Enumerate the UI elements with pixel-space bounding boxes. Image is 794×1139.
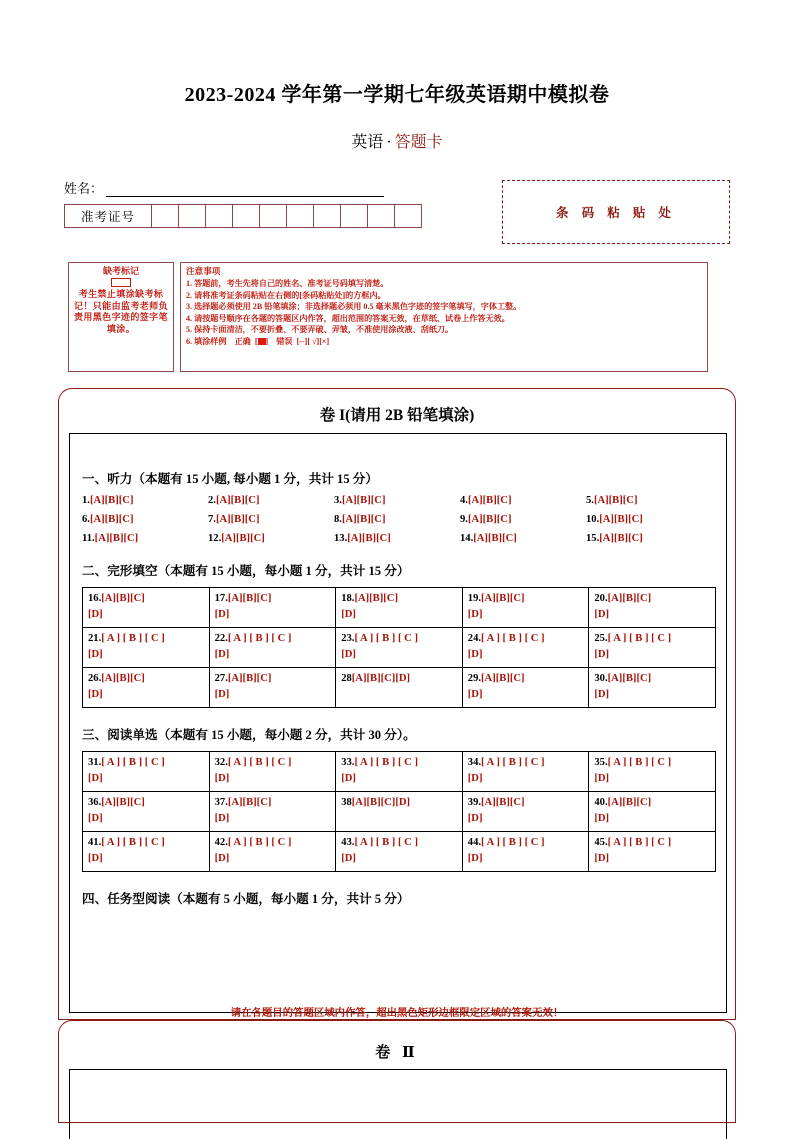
table-row — [83, 752, 716, 792]
answer-options-wrap[interactable]: [D] — [594, 689, 610, 700]
answer-cell[interactable] — [462, 832, 589, 872]
answer-item[interactable] — [334, 495, 460, 506]
answer-options-wrap[interactable]: [D] — [594, 649, 610, 660]
answer-options[interactable]: [ A ] [ B ] [ C ] — [481, 757, 545, 768]
answer-number: 8. — [334, 514, 342, 525]
barcode-paste-area — [502, 180, 730, 244]
answer-cell[interactable] — [209, 792, 336, 832]
answer-options[interactable]: [ A ] [ B ] [ C ] — [227, 633, 292, 644]
filled-bubble-icon — [258, 338, 266, 345]
answer-number: 26. — [88, 673, 102, 684]
answer-options[interactable]: [ A ] [ B ] [ C ] — [481, 837, 545, 848]
answer-options[interactable]: [A][B][C] — [227, 593, 272, 604]
answer-number: 2. — [208, 495, 216, 506]
answer-item[interactable] — [460, 514, 586, 525]
subject-name: 英语 — [351, 134, 384, 151]
answer-cell[interactable] — [83, 752, 210, 792]
absent-mark-box — [68, 262, 174, 372]
answer-options-wrap[interactable]: [D] — [467, 853, 483, 864]
answer-item[interactable] — [82, 533, 208, 544]
table-row — [83, 832, 716, 872]
answer-options-wrap[interactable]: [D] — [214, 689, 230, 700]
answer-options-wrap[interactable]: [D] — [341, 609, 356, 620]
answer-options-wrap[interactable]: [D] — [214, 609, 230, 620]
name-label: 姓名： — [64, 181, 104, 196]
reading-answer-table — [82, 751, 716, 872]
answer-item[interactable] — [208, 495, 334, 506]
title-separator-dot: · — [386, 134, 392, 151]
answer-cell[interactable] — [83, 792, 210, 832]
answer-cell[interactable] — [589, 668, 716, 708]
answer-options[interactable]: [A][B][C] — [354, 593, 398, 604]
answer-item[interactable] — [460, 495, 586, 506]
answer-options-wrap[interactable]: [D] — [88, 609, 103, 620]
answer-cell[interactable] — [209, 628, 336, 668]
table-row — [83, 668, 716, 708]
juan-2-answer-area — [69, 1069, 727, 1139]
answer-options[interactable]: [A][B][C] — [94, 533, 139, 544]
section-title-task-reading: 四、任务型阅读（本题有 5 小题，每小题 1 分，共计 5 分） — [82, 892, 410, 906]
answer-item[interactable] — [82, 514, 208, 525]
exam-number-table — [64, 204, 422, 228]
answer-options-wrap[interactable]: [D] — [341, 773, 356, 784]
answer-number: 4. — [460, 495, 468, 506]
answer-cell[interactable] — [336, 792, 463, 832]
answer-number: 19. — [467, 593, 482, 604]
identity-row — [64, 178, 730, 250]
answer-options[interactable]: [ A ] [ B ] [ C ] — [607, 837, 672, 848]
section-title-cloze: 二、完形填空（本题有 15 小题，每小题 1 分，共计 15 分） — [82, 564, 410, 578]
answer-options[interactable]: [A][B][C] — [227, 673, 272, 684]
juan-1-answer-area — [69, 433, 727, 1013]
answer-number: 11. — [82, 533, 95, 544]
answer-options[interactable]: [A][B][C] — [341, 514, 386, 525]
exam-number-cell[interactable] — [314, 205, 341, 228]
name-field[interactable] — [64, 178, 384, 197]
answer-number: 27. — [214, 673, 228, 684]
answer-number: 14. — [460, 533, 474, 544]
answer-options[interactable]: [A][B][C] — [607, 673, 652, 684]
exam-number-cell[interactable] — [206, 205, 233, 228]
juan-2-heading: 卷 Ⅱ — [375, 1045, 419, 1061]
answer-area-warning: 请在各题目的答题区域内作答，超出黑色矩形边框限定区域的答案无效！ — [230, 1008, 564, 1019]
answer-number: 40. — [594, 797, 608, 808]
answer-number: 9. — [460, 514, 468, 525]
answer-cell[interactable] — [589, 832, 716, 872]
exam-number-label: 准考证号 — [65, 205, 152, 228]
notice-item: 3. 选择题必须使用 2B 铅笔填涂；非选择题必须用 0.5 毫米黑色字迹的签字笔填写，字体工整。 — [186, 302, 522, 312]
notice-sample-line — [186, 336, 703, 348]
answer-cell[interactable] — [83, 668, 210, 708]
answer-options[interactable]: [A][B][C] — [101, 797, 145, 808]
answer-options[interactable]: [ A ] [ B ] [ C ] — [101, 757, 165, 768]
cloze-answer-table — [82, 587, 716, 708]
answer-options-wrap[interactable]: [D] — [88, 689, 103, 700]
answer-options[interactable]: [ A ] [ B ] [ C ] — [101, 633, 165, 644]
answer-options[interactable]: [A][B][C] — [607, 593, 652, 604]
answer-options[interactable]: [ A ] [ B ] [ C ] — [354, 757, 418, 768]
answer-item[interactable] — [586, 533, 712, 544]
answer-cell[interactable] — [462, 588, 589, 628]
answer-cell[interactable] — [209, 588, 336, 628]
answer-options-wrap[interactable]: [D] — [214, 649, 230, 660]
answer-options-wrap[interactable]: [D] — [341, 853, 356, 864]
section-title-reading: 三、阅读单选（本题有 15 小题，每小题 2 分，共计 30 分）。 — [82, 728, 416, 742]
answer-item[interactable] — [586, 495, 712, 506]
answer-number: 1. — [82, 495, 90, 506]
answer-sheet-label: 答题卡 — [394, 134, 443, 151]
answer-options-wrap[interactable]: [D] — [467, 773, 483, 784]
answer-item[interactable] — [82, 495, 208, 506]
answer-number: 22. — [214, 633, 228, 644]
answer-options[interactable]: [A][B][C] — [473, 533, 517, 544]
answer-cell[interactable] — [336, 832, 463, 872]
answer-options[interactable]: [ A ] [ B ] [ C ] — [227, 757, 292, 768]
answer-options[interactable]: [A][B][C][D] — [351, 797, 411, 808]
listening-answer-grid — [82, 495, 718, 544]
absent-mark-title: 缺考标记 — [102, 266, 139, 276]
answer-options[interactable]: [A][B][C] — [607, 797, 652, 808]
table-row — [83, 792, 716, 832]
answer-number: 42. — [214, 837, 228, 848]
answer-options-wrap[interactable]: [D] — [88, 773, 103, 784]
answer-number: 23. — [341, 633, 355, 644]
answer-cell[interactable] — [462, 668, 589, 708]
answer-options[interactable]: [A][B][C] — [467, 495, 512, 506]
sample-wrong-marks: [--][ √][×] — [296, 337, 330, 347]
answer-options-wrap[interactable]: [D] — [214, 773, 230, 784]
juan-1-container — [58, 388, 736, 1020]
answer-cell[interactable] — [589, 628, 716, 668]
answer-item[interactable] — [208, 533, 334, 544]
answer-number: 41. — [88, 837, 102, 848]
answer-cell[interactable] — [336, 752, 463, 792]
sample-wrong-label: 错误 — [276, 337, 293, 347]
answer-cell[interactable] — [589, 588, 716, 628]
answer-number: 31. — [88, 757, 102, 768]
notice-item: 2. 请将准考证条码粘贴在右侧的[条码粘贴处]的方框内。 — [186, 290, 386, 300]
answer-item[interactable] — [460, 533, 586, 544]
answer-number: 21. — [88, 633, 102, 644]
answer-options[interactable]: [A][B][C] — [467, 514, 512, 525]
page-title: 2023-2024 学年第一学期七年级英语期中模拟卷 — [184, 84, 610, 106]
answer-options[interactable]: [A][B][C][D] — [351, 673, 411, 684]
answer-number: 45. — [594, 837, 608, 848]
answer-options-wrap[interactable]: [D] — [88, 853, 103, 864]
answer-number: 17. — [214, 593, 228, 604]
answer-number: 16. — [88, 593, 102, 604]
notice-box — [180, 262, 708, 372]
name-input-rule[interactable] — [106, 183, 384, 197]
answer-options[interactable]: [A][B][C] — [341, 495, 386, 506]
answer-cell[interactable] — [336, 588, 463, 628]
answer-number: 32. — [214, 757, 228, 768]
notice-item: 5. 保持卡面清洁，不要折叠、不要弄破、弄皱，不准使用涂改液、刮纸刀。 — [186, 325, 454, 335]
answer-options-wrap[interactable]: [D] — [594, 813, 610, 824]
exam-number-cell[interactable] — [287, 205, 314, 228]
juan-2-container — [58, 1020, 736, 1123]
answer-options[interactable]: [A][B][C] — [89, 514, 134, 525]
answer-options-wrap[interactable]: [D] — [341, 649, 356, 660]
notice-item: 4. 请按题号顺序在各题的答题区内作答，超出范围的答案无效，在草纸、试卷上作答无效。 — [186, 313, 510, 323]
subject-subtitle — [0, 129, 794, 152]
answer-options[interactable]: [A][B][C] — [481, 797, 525, 808]
answer-cell[interactable] — [209, 668, 336, 708]
answer-cell[interactable] — [462, 628, 589, 668]
answer-options[interactable]: [A][B][C] — [215, 514, 260, 525]
answer-options[interactable]: [A][B][C] — [227, 797, 272, 808]
table-row — [83, 588, 716, 628]
answer-options[interactable]: [ A ] [ B ] [ C ] — [354, 837, 418, 848]
answer-number: 43. — [341, 837, 355, 848]
answer-options[interactable]: [A][B][C] — [347, 533, 391, 544]
exam-number-cell[interactable] — [179, 205, 206, 228]
absent-mark-note: 考生禁止填涂缺考标记！只能由监考老师负责用黑色字迹的签字笔填涂。 — [73, 289, 168, 334]
answer-options[interactable]: [A][B][C] — [221, 533, 265, 544]
notice-item: 1. 答题前，考生先将自己的姓名、准考证号码填写清楚。 — [186, 279, 389, 289]
answer-item[interactable] — [334, 514, 460, 525]
answer-number: 24. — [467, 633, 482, 644]
answer-options-wrap[interactable]: [D] — [467, 609, 483, 620]
answer-options-wrap[interactable]: [D] — [88, 813, 103, 824]
answer-options[interactable]: [A][B][C] — [599, 514, 643, 525]
answer-options[interactable]: [A][B][C] — [481, 593, 525, 604]
answer-options[interactable]: [A][B][C] — [481, 673, 525, 684]
notes-row — [68, 262, 708, 374]
answer-item[interactable] — [334, 533, 460, 544]
answer-options[interactable]: [ A ] [ B ] [ C ] — [101, 837, 165, 848]
answer-options[interactable]: [A][B][C] — [89, 495, 134, 506]
answer-options[interactable]: [ A ] [ B ] [ C ] — [227, 837, 292, 848]
bracket-close: ] — [265, 337, 269, 347]
bracket-open: [ — [254, 337, 258, 347]
answer-number: 10. — [586, 514, 600, 525]
answer-number: 6. — [82, 514, 90, 525]
exam-number-cell[interactable] — [368, 205, 395, 228]
answer-options-wrap[interactable]: [D] — [467, 689, 483, 700]
answer-number: 28 — [341, 673, 352, 684]
answer-number: 44. — [467, 837, 482, 848]
answer-cell[interactable] — [462, 792, 589, 832]
answer-number: 34. — [467, 757, 482, 768]
exam-number-cell[interactable] — [233, 205, 260, 228]
answer-cell[interactable] — [462, 752, 589, 792]
exam-number-cell[interactable] — [260, 205, 287, 228]
exam-number-cell[interactable] — [341, 205, 368, 228]
answer-number: 3. — [334, 495, 342, 506]
answer-cell[interactable] — [209, 752, 336, 792]
answer-cell[interactable] — [83, 588, 210, 628]
answer-options[interactable]: [A][B][C] — [101, 673, 145, 684]
answer-options-wrap[interactable]: [D] — [88, 649, 103, 660]
absent-mark-bubble[interactable] — [111, 278, 131, 287]
answer-number: 33. — [341, 757, 355, 768]
answer-cell[interactable] — [83, 832, 210, 872]
answer-options[interactable]: [A][B][C] — [215, 495, 260, 506]
exam-number-cell[interactable] — [152, 205, 179, 228]
answer-options[interactable]: [A][B][C] — [593, 495, 638, 506]
barcode-paste-label: 条 码 粘 贴 处 — [555, 206, 676, 220]
answer-options-wrap[interactable]: [D] — [594, 853, 610, 864]
answer-number: 7. — [208, 514, 216, 525]
answer-cell[interactable] — [589, 752, 716, 792]
answer-number: 37. — [214, 797, 228, 808]
answer-options[interactable]: [A][B][C] — [599, 533, 643, 544]
answer-options-wrap[interactable]: [D] — [214, 853, 230, 864]
answer-options-wrap[interactable]: [D] — [594, 773, 610, 784]
answer-number: 15. — [586, 533, 600, 544]
answer-number: 39. — [467, 797, 482, 808]
exam-number-cell[interactable] — [395, 205, 422, 228]
answer-number: 5. — [586, 495, 594, 506]
notice-title: 注意事项 — [186, 266, 221, 276]
answer-number: 25. — [594, 633, 608, 644]
answer-options[interactable]: [A][B][C] — [101, 593, 145, 604]
answer-options-wrap[interactable]: [D] — [594, 609, 610, 620]
answer-item[interactable] — [208, 514, 334, 525]
answer-number: 36. — [88, 797, 102, 808]
answer-number: 38 — [341, 797, 352, 808]
answer-options[interactable]: [ A ] [ B ] [ C ] — [607, 633, 672, 644]
answer-options[interactable]: [ A ] [ B ] [ C ] — [354, 633, 418, 644]
answer-number: 20. — [594, 593, 608, 604]
answer-options[interactable]: [ A ] [ B ] [ C ] — [481, 633, 545, 644]
answer-number: 18. — [341, 593, 355, 604]
answer-item[interactable] — [586, 514, 712, 525]
answer-cell[interactable] — [83, 628, 210, 668]
answer-cell[interactable] — [589, 792, 716, 832]
answer-cell[interactable] — [336, 668, 463, 708]
sample-correct-label: 正确 — [234, 337, 251, 347]
answer-options-wrap[interactable]: [D] — [214, 813, 230, 824]
answer-cell[interactable] — [209, 832, 336, 872]
juan-1-heading: 卷 I(请用 2B 铅笔填涂) — [319, 407, 475, 424]
answer-number: 13. — [334, 533, 348, 544]
answer-number: 29. — [467, 673, 482, 684]
table-row — [83, 628, 716, 668]
answer-number: 35. — [594, 757, 608, 768]
table-row — [65, 205, 422, 228]
notice-sample-prefix: 6. 填涂样例 — [186, 337, 227, 347]
answer-number: 30. — [594, 673, 608, 684]
answer-options-wrap[interactable]: [D] — [467, 649, 483, 660]
answer-options-wrap[interactable]: [D] — [467, 813, 483, 824]
answer-number: 12. — [208, 533, 222, 544]
answer-cell[interactable] — [336, 628, 463, 668]
section-title-listening: 一、听力（本题有 15 小题, 每小题 1 分，共计 15 分） — [82, 472, 378, 486]
answer-options[interactable]: [ A ] [ B ] [ C ] — [607, 757, 672, 768]
